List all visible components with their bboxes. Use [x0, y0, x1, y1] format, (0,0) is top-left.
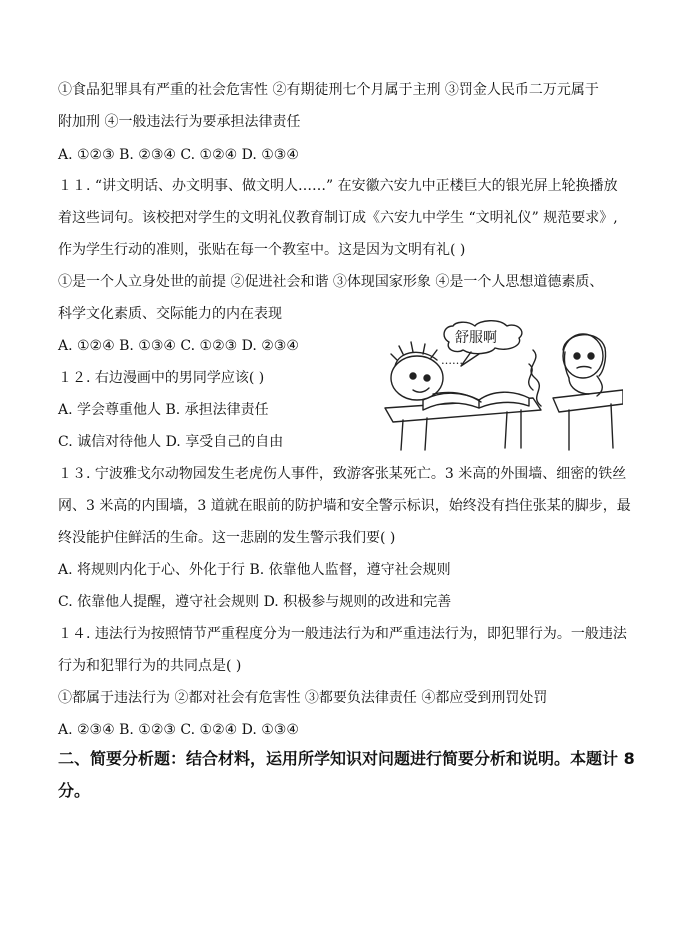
q13-choices-ab: A. 将规则内化于心、外化于行 B. 依靠他人监督，遵守社会规则	[58, 562, 451, 578]
speech-dots: ……	[441, 354, 463, 367]
q14-stem-line1: １４. 违法行为按照情节严重程度分为一般违法行为和严重违法行为，即犯罪行为。一般违法	[58, 626, 627, 642]
q10-answer-choices: A. ①②③ B. ②③④ C. ①②④ D. ①③④	[58, 147, 299, 163]
q13-choices-cd: C. 依靠他人提醒，遵守社会规则 D. 积极参与规则的改进和完善	[58, 594, 452, 610]
section-heading-line2: 分。	[58, 781, 91, 800]
q10-options-line2: 附加刑 ④一般违法行为要承担法律责任	[58, 114, 301, 130]
q14-stem-line2: 行为和犯罪行为的共同点是( )	[58, 658, 242, 674]
q14-answer-choices: A. ②③④ B. ①②③ C. ①②④ D. ①③④	[58, 722, 299, 738]
q11-stem-line3: 作为学生行动的准则，张贴在每一个教室中。这是因为文明有礼( )	[58, 242, 466, 258]
speech-text: 舒服啊	[455, 330, 497, 346]
q11-stem-line1: １１. “讲文明话、办文明事、做文明人……” 在安徽六安九中正楼巨大的银光屏上轮换播放	[58, 178, 618, 194]
q11-stem-line2: 着这些词句。该校把对学生的文明礼仪教育制订成《六安九中学生 “文明礼仪” 规范要求》,	[58, 210, 618, 226]
q11-options-line1: ①是一个人立身处世的前提 ②促进社会和谐 ③体现国家形象 ④是一个人思想道德素质、	[58, 274, 604, 290]
q10-options-line1: ①食品犯罪具有严重的社会危害性 ②有期徒刑七个月属于主刑 ③罚金人民币二万元属于	[58, 82, 599, 98]
section-heading-line1: 二、简要分析题：结合材料，运用所学知识对问题进行简要分析和说明。本题计 8	[58, 749, 635, 768]
q11-answer-choices: A. ①②④ B. ①③④ C. ①②③ D. ②③④	[58, 338, 299, 354]
q13-stem-line3: 终没能护住鲜活的生命。这一悲剧的发生警示我们要( )	[58, 530, 396, 546]
q11-options-line2: 科学文化素质、交际能力的内在表现	[58, 306, 282, 322]
cartoon-illustration	[383, 320, 623, 452]
q13-stem-line2: 网、3 米高的内围墙，3 道就在眼前的防护墙和安全警示标识，始终没有挡住张某的脚步，最	[58, 498, 631, 514]
q12-choices-ab: A. 学会尊重他人 B. 承担法律责任	[58, 402, 269, 418]
q12-choices-cd: C. 诚信对待他人 D. 享受自己的自由	[58, 434, 284, 450]
q14-options: ①都属于违法行为 ②都对社会有危害性 ③都要负法律责任 ④都应受到刑罚处罚	[58, 690, 548, 706]
q13-stem-line1: １３. 宁波雅戈尔动物园发生老虎伤人事件，致游客张某死亡。3 米高的外围墙、细密的铁丝	[58, 466, 627, 482]
q12-stem: １２. 右边漫画中的男同学应该( )	[58, 370, 265, 386]
